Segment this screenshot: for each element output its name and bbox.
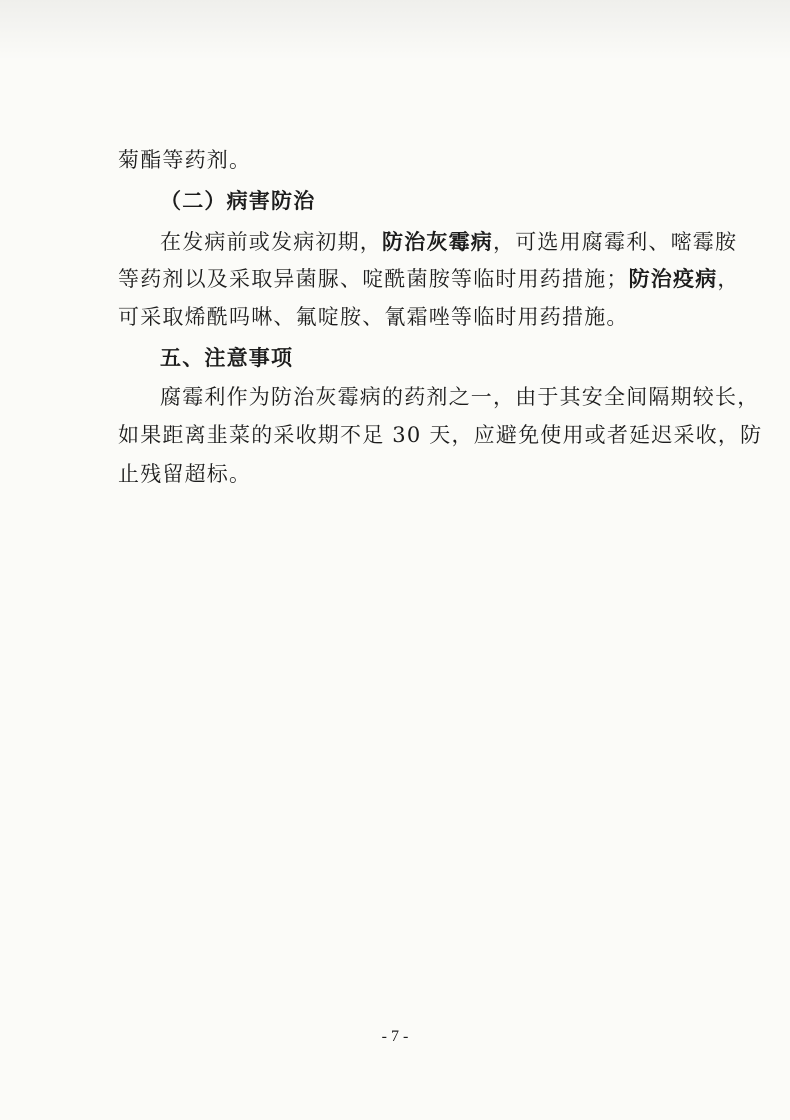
text-run: 可采取烯酰吗啉、氟啶胺、氰霜唑等临时用药措施。 [118,305,629,329]
paragraph-line [118,459,251,489]
text-run: 如果距离韭菜的采收期不足 30 天，应避免使用或者延迟采收，防 [118,423,763,447]
heading-text: （二）病害防治 [160,189,316,213]
text-run: 在发病前或发病初期， [160,230,382,254]
text-run: 腐霉利作为防治灰霉病的药剂之一，由于其安全间隔期较长， [160,385,760,409]
text-run: 止残留超标。 [118,462,252,486]
paragraph-line [160,382,759,412]
page-number: - 7 - [381,1028,409,1045]
text-run: ，可选用腐霉利、嘧霉胺 [493,230,738,254]
text-run: ， [717,267,740,291]
bold-text-run: 防治灰霉病 [382,230,493,254]
paragraph-line [160,227,737,257]
text-run: 等药剂以及采取异菌脲、啶酰菌胺等临时用药措施； [118,267,629,291]
paragraph-line [118,264,740,294]
section-heading-precautions [160,343,293,373]
paragraph-line [118,302,629,332]
paragraph-continuation [118,145,251,175]
paragraph-line [118,420,762,450]
scan-shadow [0,0,790,60]
text-line: 菊酯等药剂。 [118,148,252,172]
section-heading-disease-control [160,186,315,216]
bold-text-run: 防治疫病 [628,267,718,291]
heading-text: 五、注意事项 [160,346,294,370]
